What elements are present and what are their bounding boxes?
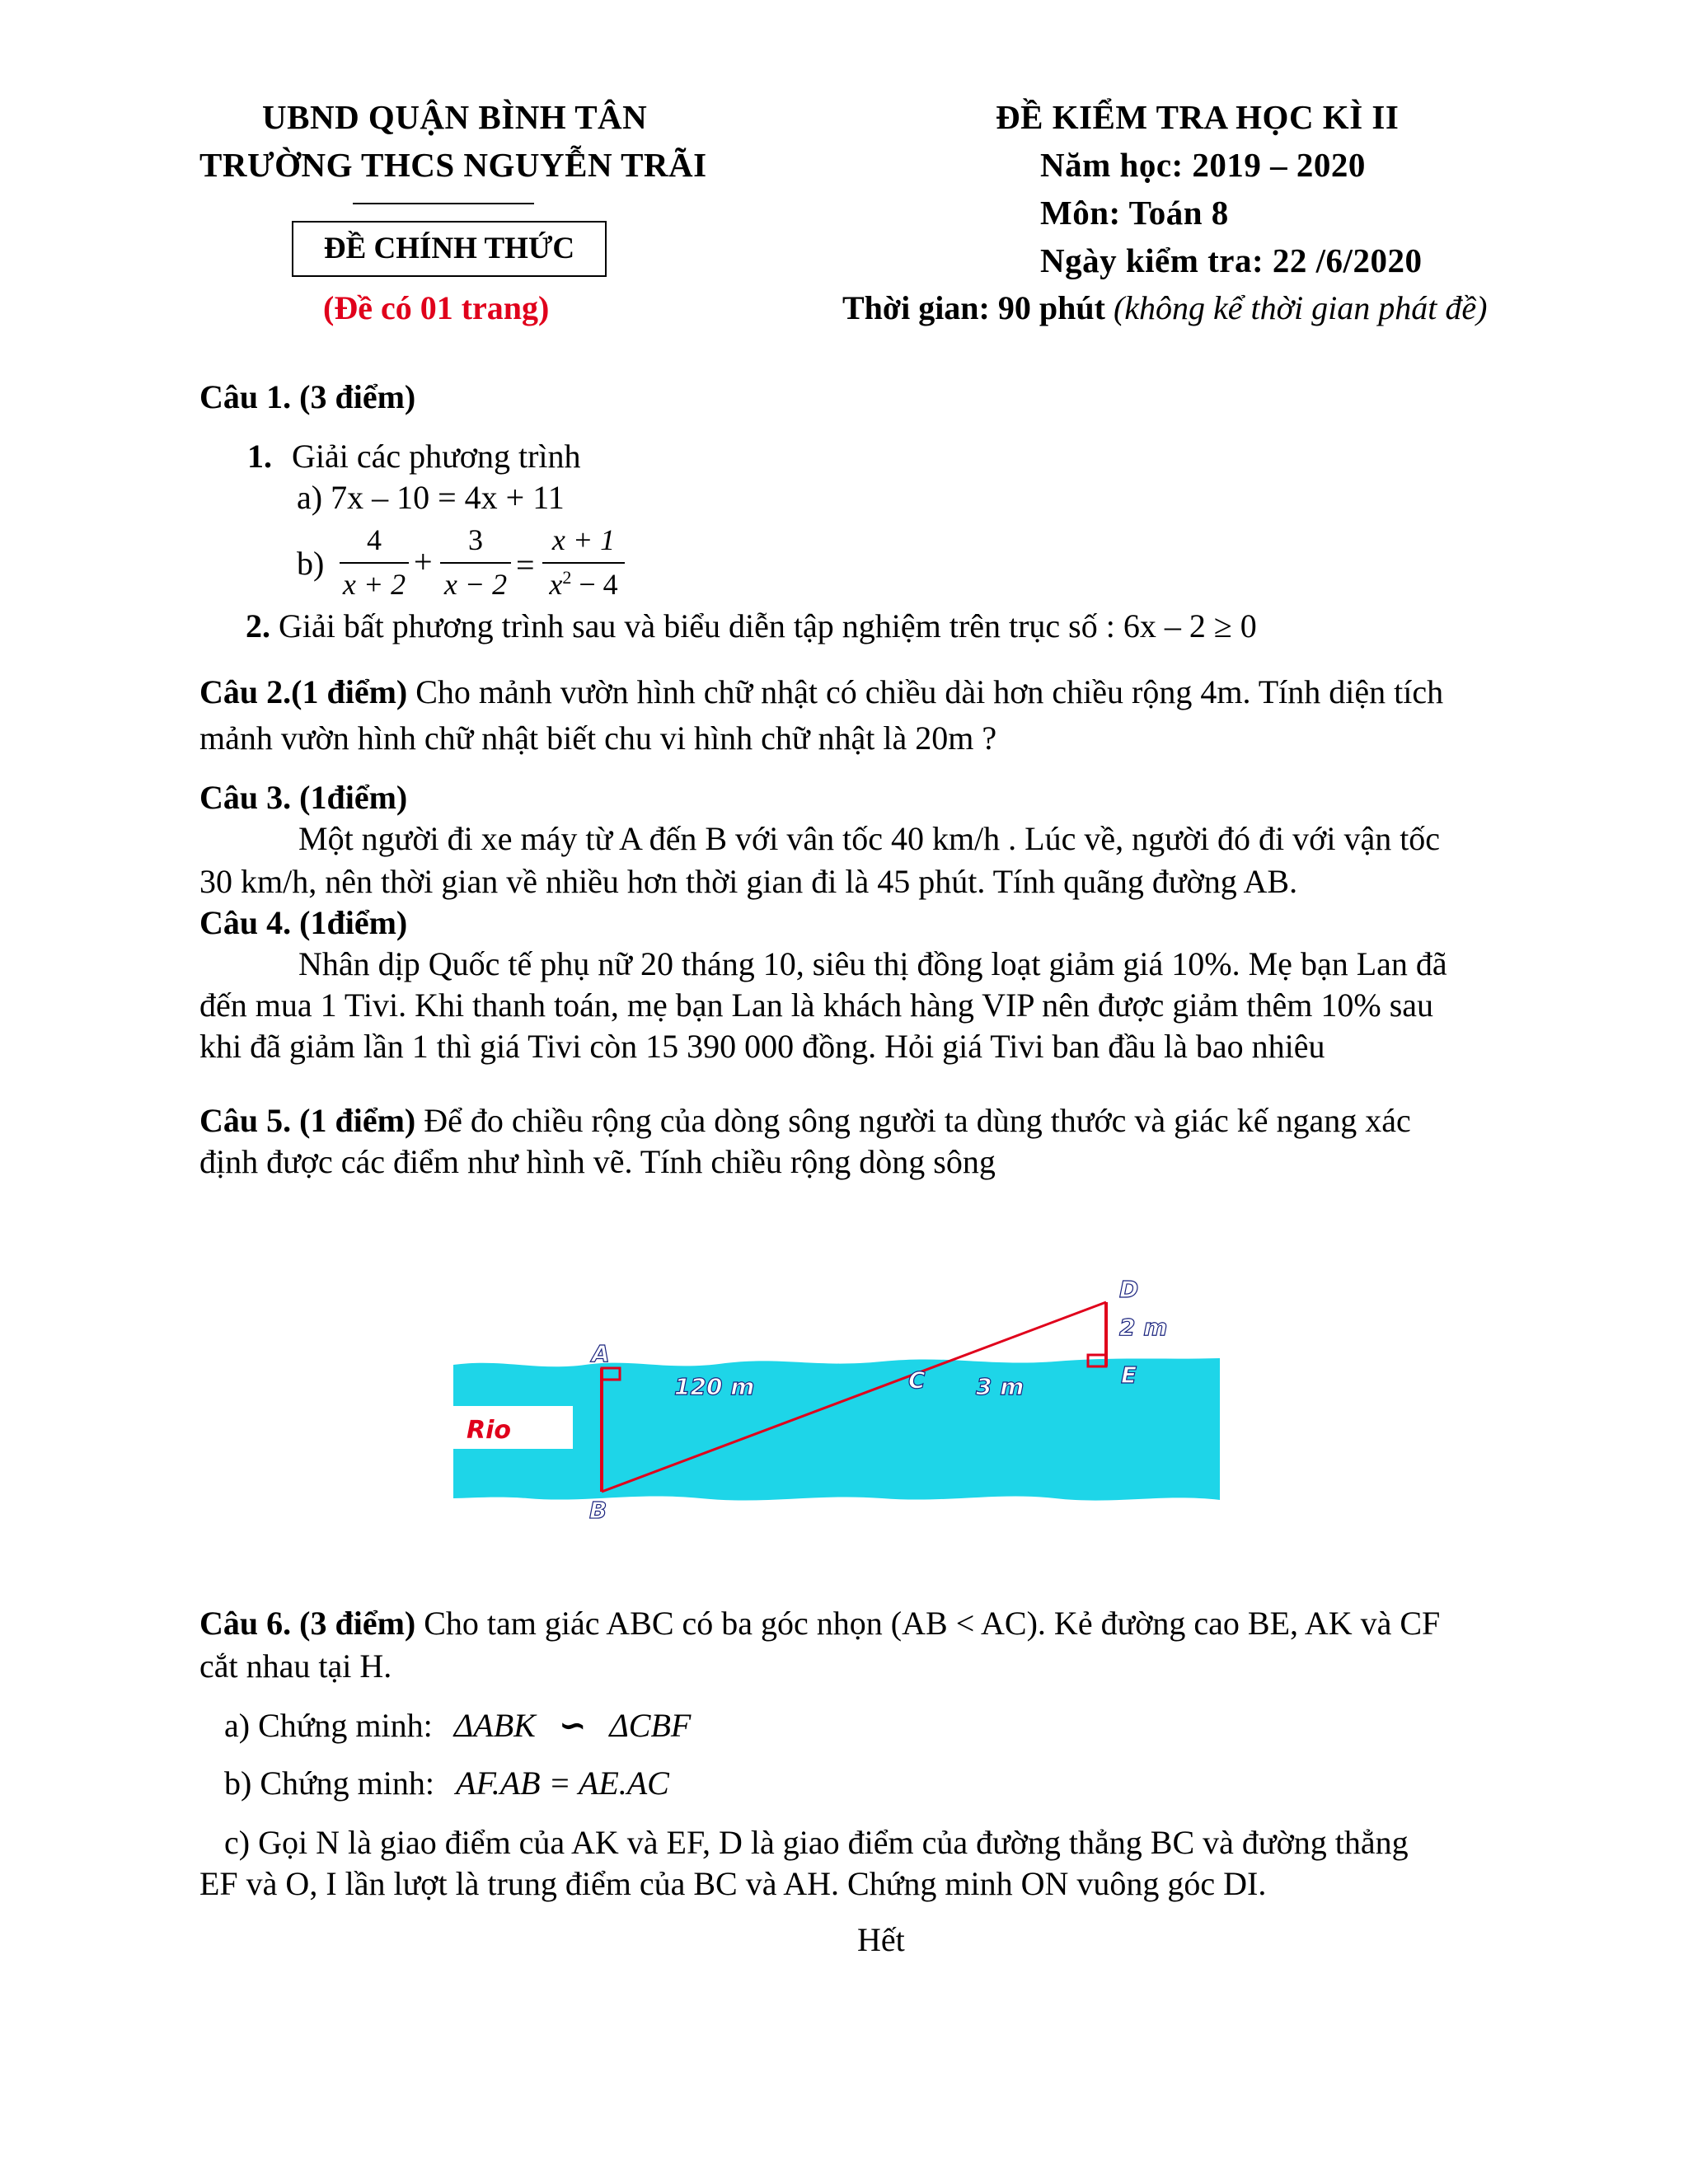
q2-line1 <box>199 673 1443 711</box>
q5-line1 <box>199 1101 1411 1140</box>
river-width-figure <box>453 1269 1220 1525</box>
q2-title: Câu 2.(1 điểm) <box>199 673 408 710</box>
q5-text-line1: Để đo chiều rộng của dòng sông người ta dùng thước và giác kế ngang xác <box>424 1102 1411 1139</box>
q5-title: Câu 5. (1 điểm) <box>199 1102 416 1139</box>
q4-title: Câu 4. (1điểm) <box>199 904 408 941</box>
q1-item2 <box>246 607 1257 645</box>
q1-item2-text: Giải bất phương trình sau và biểu diễn tập nghiệm trên trục số : 6x – 2 ≥ 0 <box>279 607 1257 644</box>
exam-duration <box>842 288 1487 327</box>
frac1-denominator: x + 2 <box>342 568 406 601</box>
point-D-label: D <box>1119 1276 1139 1303</box>
end-marker: Hết <box>857 1921 905 1958</box>
q6-line1 <box>199 1604 1440 1643</box>
river-label: Rio <box>467 1416 511 1445</box>
similar-symbol: ∽ <box>558 1707 587 1745</box>
q3-title: Câu 3. (1điểm) <box>199 779 408 816</box>
q6-a-label: a) Chứng minh: <box>224 1707 433 1744</box>
q6-c-line1: c) Gọi N là giao điểm của AK và EF, D là giao điểm của đường thẳng BC và đường thẳng <box>224 1824 1409 1861</box>
distance-CE-label: 3 m <box>976 1373 1025 1400</box>
q6-c-line2: EF và O, I lần lượt là trung điểm của BC và AH. Chứng minh ON vuông góc DI. <box>199 1865 1267 1902</box>
subject: Môn: Toán 8 <box>1040 194 1229 232</box>
q6-part-a <box>224 1706 691 1745</box>
q1-item2-number: 2. <box>246 607 270 644</box>
frac1-numerator: 4 <box>367 523 382 556</box>
official-exam-box: ĐỀ CHÍNH THỨC <box>292 221 607 277</box>
frac1-bar <box>340 562 409 564</box>
q1-equation-b-label: b) <box>297 545 325 582</box>
q3-text-line1: Một người đi xe máy từ A đến B với vân tốc 40 km/h . Lúc về, người đó đi với vận tốc <box>298 820 1441 857</box>
q4-text-line3: khi đã giảm lần 1 thì giá Tivi còn 15 390 000 đồng. Hỏi giá Tivi ban đầu là bao nhiêu <box>199 1028 1325 1065</box>
q6-b-expr: AF.AB = AE.AC <box>456 1765 669 1802</box>
frac3-bar <box>542 562 625 564</box>
frac3-numerator: x + 1 <box>551 523 616 556</box>
district-name: UBND QUẬN BÌNH TÂN <box>262 98 648 136</box>
q1-item1 <box>247 437 581 476</box>
point-B-label: B <box>589 1497 607 1524</box>
q6-title: Câu 6. (3 điểm) <box>199 1605 416 1642</box>
frac3-den-base: x <box>549 568 563 601</box>
exam-date: Ngày kiểm tra: 22 /6/2020 <box>1040 241 1423 279</box>
q6-a-expr1: ΔABK <box>453 1707 536 1744</box>
q6-text-line2: cắt nhau tại H. <box>199 1647 392 1685</box>
school-year: Năm học: 2019 – 2020 <box>1040 146 1366 184</box>
duration-label: Thời gian: 90 phút <box>842 289 1105 326</box>
school-name: TRƯỜNG THCS NGUYỄN TRÃI <box>199 146 707 184</box>
frac2-bar <box>440 562 511 564</box>
q1-title: Câu 1. (3 điểm) <box>199 378 416 415</box>
frac3-denominator <box>542 567 625 602</box>
q1-item1-number: 1. <box>247 438 272 475</box>
q2-text-line1: Cho mảnh vườn hình chữ nhật có chiều dài hơn chiều rộng 4m. Tính diện tích <box>415 673 1444 710</box>
frac2-denominator: x − 2 <box>443 568 508 601</box>
q6-part-b <box>224 1764 669 1802</box>
page-count-note: (Đề có 01 trang) <box>323 289 550 326</box>
distance-DE-label: 2 m <box>1119 1314 1168 1341</box>
duration-note: (không kể thời gian phát đề) <box>1113 289 1488 326</box>
q3-text-line2: 30 km/h, nên thời gian về nhiều hơn thời gian đi là 45 phút. Tính quãng đường AB. <box>199 863 1298 900</box>
equals-sign: = <box>516 546 535 583</box>
q4-text-line1: Nhân dịp Quốc tế phụ nữ 20 tháng 10, siêu thị đồng loạt giảm giá 10%. Mẹ bạn Lan đã <box>298 945 1447 982</box>
q1-item1-text: Giải các phương trình <box>292 438 581 475</box>
frac3-den-exponent: 2 <box>562 567 572 588</box>
point-A-label: A <box>592 1340 610 1367</box>
q6-b-label: b) Chứng minh: <box>224 1765 435 1802</box>
point-C-label: C <box>908 1366 926 1394</box>
q5-text-line2: định được các điểm như hình vẽ. Tính chiều rộng dòng sông <box>199 1143 996 1180</box>
exam-title: ĐỀ KIỂM TRA HỌC KÌ II <box>996 98 1400 136</box>
plus-sign: + <box>414 543 433 580</box>
point-E-label: E <box>1121 1361 1137 1389</box>
q6-text-line1: Cho tam giác ABC có ba góc nhọn (AB < AC). Kẻ đường cao BE, AK và CF <box>424 1605 1441 1642</box>
q6-a-expr2: ΔCBF <box>609 1707 692 1744</box>
frac3-den-rest: − 4 <box>571 568 618 601</box>
q1-equation-a: a) 7x – 10 = 4x + 11 <box>297 479 565 516</box>
distance-AC-label: 120 m <box>674 1373 755 1400</box>
header-divider <box>353 203 534 204</box>
q2-text-line2: mảnh vườn hình chữ nhật biết chu vi hình chữ nhật là 20m ? <box>199 719 997 757</box>
q4-text-line2: đến mua 1 Tivi. Khi thanh toán, mẹ bạn Lan là khách hàng VIP nên được giảm thêm 10% sau <box>199 987 1434 1024</box>
frac2-numerator: 3 <box>468 523 483 556</box>
